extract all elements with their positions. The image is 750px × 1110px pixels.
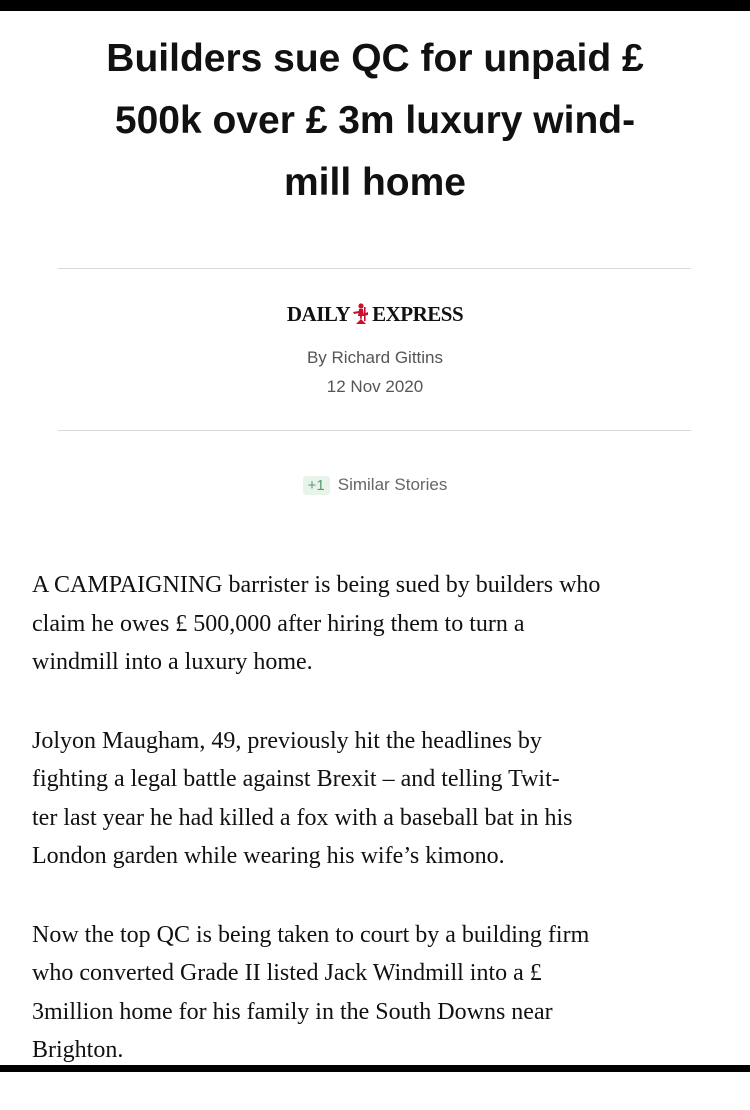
article-headline: Builders sue QC for unpaid £ 500k over £ 3m luxury wind- mill home: [106, 37, 644, 204]
publisher-logo[interactable]: [0, 302, 750, 332]
similar-stories-label: Similar Stories: [337, 475, 448, 494]
article-paragraph: A CAMPAIGNING barrister is being sued by builders who claim he owes £ 500,000 after hiring them to turn a windmill into a luxury home.: [32, 572, 601, 675]
publisher-name-right: EXPRESS: [372, 302, 464, 326]
similar-stories-link[interactable]: [0, 475, 750, 495]
top-border: [0, 0, 750, 11]
header-divider-top: [58, 268, 691, 269]
bottom-border: [0, 1065, 750, 1072]
article-paragraph: Jolyon Maugham, 49, previously hit the headlines by fighting a legal battle against Brexit – and telling Twit- ter last year he had killed a fox with a baseball bat in his London garden while wearing his wife’s kimono.: [32, 727, 573, 869]
crusader-crest-icon: [351, 302, 371, 332]
article-paragraph: Now the top QC is being taken to court by a building firm who converted Grade II listed Jack Windmill into a £ 3million home for his family in the South Downs near Brighton.: [32, 921, 590, 1063]
publisher-name-left: DAILY: [286, 302, 351, 326]
article-body: [32, 566, 722, 1110]
header-divider-bottom: [58, 430, 691, 431]
article-byline: By Richard Gittins: [306, 348, 444, 367]
article-date: 12 Nov 2020: [326, 377, 424, 396]
similar-stories-count-badge: +1: [303, 476, 330, 495]
